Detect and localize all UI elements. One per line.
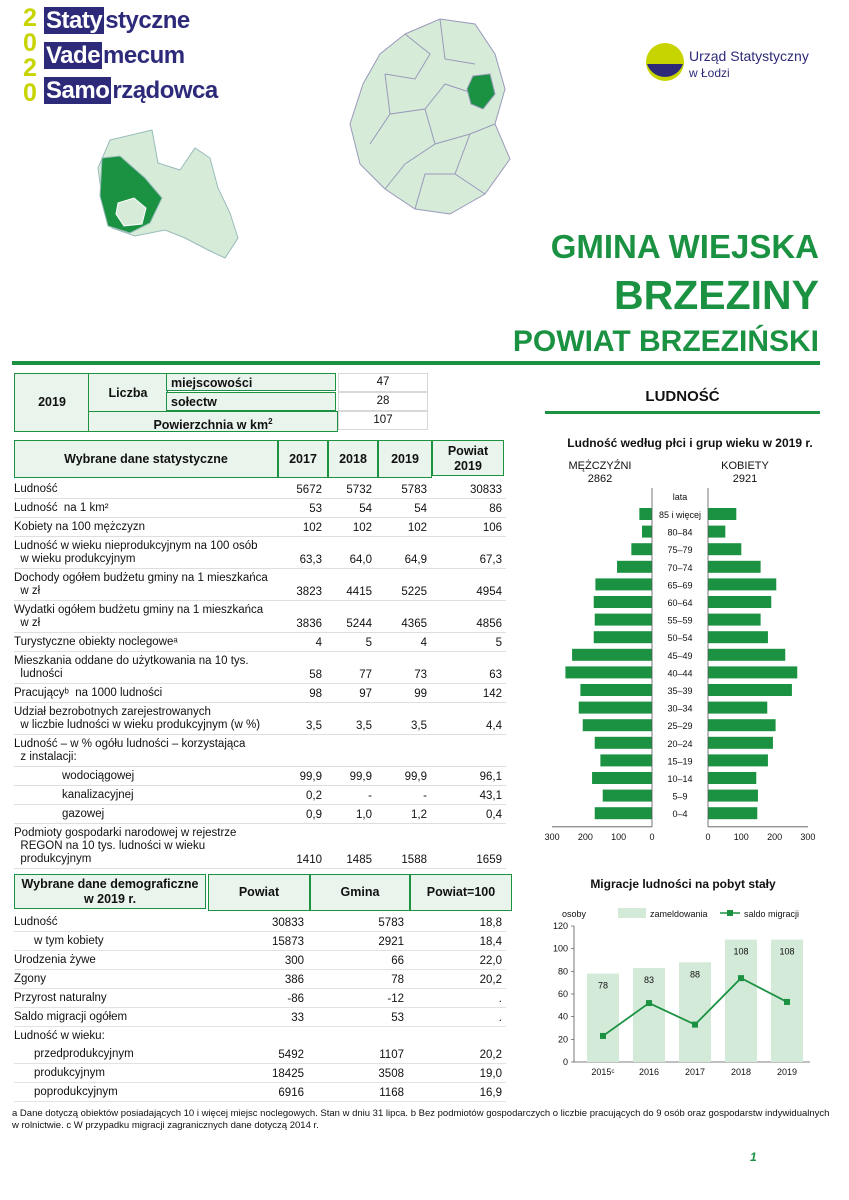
demo-cell: . [408,1008,506,1027]
logo-digit: 0 [23,29,37,57]
stats-row-label: Podmioty gospodarki narodowej w rejestrze REGON na 10 tys. ludności w wieku produkcyjnym [14,824,276,869]
stats-row-label: Pracującyᵇ na 1000 ludności [14,684,276,703]
demo-row-label: Przyrost naturalny [14,989,208,1008]
demo-row [14,932,506,951]
stats-cell [326,735,376,767]
stats-cell: 0,2 [276,786,326,805]
age-group-label: 15–19 [667,756,693,767]
bar-value-label: 108 [733,946,749,957]
stats-cell: 142 [431,684,506,703]
age-group-label: 30–34 [667,703,693,714]
female-bar [708,684,792,696]
stats-cell: 58 [276,652,326,684]
ludnosc-divider [545,411,820,414]
info-solectw-value: 28 [338,392,428,411]
stats-cell: 4 [276,633,326,652]
female-bar [708,807,757,819]
stats-row-label: Ludność na 1 km² [14,499,276,518]
stats-cell: 5783 [376,480,431,499]
demo-cell: . [408,989,506,1008]
info-powierzchnia-text: Powierzchnia w km [153,418,269,433]
female-tick-label: 0 [705,831,711,842]
male-bar [595,614,652,626]
age-group-label: 10–14 [667,774,693,784]
demo-cell: -12 [308,989,408,1008]
age-group-label: 55–59 [667,615,693,626]
demo-body [14,913,506,1102]
female-bar [708,649,785,661]
stats-cell: 4954 [431,569,506,601]
demo-cell: 5783 [308,913,408,932]
demo-row [14,1064,506,1083]
stats-cell: 86 [431,499,506,518]
demo-row [14,951,506,970]
stats-body [14,480,506,869]
stats-cell: 4415 [326,569,376,601]
female-bar [708,702,767,714]
info-solectw-label: sołectw [166,392,336,411]
migration-title: Migracje ludności na pobyt stały [590,877,776,891]
demo-cell: 300 [208,951,308,970]
x-tick-label: 2019 [776,1067,798,1077]
male-total: 2862 [587,473,613,485]
demo-row-label: Ludność [14,913,208,932]
stats-cell: 102 [326,518,376,537]
stats-row-label: Ludność – w % ogółu ludności – korzystająca z instalacji: [14,735,276,767]
demo-cell: 78 [308,970,408,989]
stats-cell: 63,3 [276,537,326,569]
stats-row [14,601,506,633]
stats-cell: 5225 [376,569,431,601]
powiat-map [90,118,250,263]
demo-cell: 18,4 [408,932,506,951]
male-tick-label: 0 [649,831,655,842]
demo-cell: 30833 [208,913,308,932]
stats-cell: 54 [376,499,431,518]
bar-value-label: 78 [597,980,609,991]
demo-cell: 1107 [308,1045,408,1064]
stats-cell: 0,9 [276,805,326,824]
info-year: 2019 [14,373,90,432]
office-line2: w Łodzi [689,66,730,80]
age-group-label: 35–39 [667,686,693,696]
age-group-label: 50–54 [667,633,693,644]
demo-cell [308,1027,408,1046]
stats-cell: 96,1 [431,767,506,786]
male-bar [594,596,652,608]
stats-row [14,735,506,767]
stats-row-label: wodociągowej [14,767,276,786]
male-bar [631,543,652,555]
stats-cell: 4,4 [431,703,506,735]
x-tick-label: 2015ᶜ [591,1067,615,1077]
stats-cell: 5732 [326,480,376,499]
stats-cell: 4 [376,633,431,652]
stats-row [14,633,506,652]
stats-cell: 1,2 [376,805,431,824]
stats-table [14,440,506,869]
info-liczba: Liczba [88,373,168,413]
stats-cell: 77 [326,652,376,684]
y-tick-label: 40 [557,1011,568,1022]
logo-digit: 0 [23,79,37,107]
demo-row-label: Saldo migracji ogółem [14,1008,208,1027]
stats-cell [276,735,326,767]
female-bar [708,596,771,608]
demo-cell: 6916 [208,1083,308,1102]
male-bar [594,631,652,643]
saldo-point [692,1022,698,1028]
stats-cell: 97 [326,684,376,703]
female-bar [708,772,756,784]
stats-row [14,480,506,499]
stats-row-label: Dochody ogółem budżetu gminy na 1 mieszkańca w zł [14,569,276,601]
stats-header-2017: 2017 [278,440,328,478]
age-group-label: 45–49 [667,650,693,661]
male-tick-label: 100 [611,831,627,842]
age-group-label: 75–79 [667,545,693,556]
office-name [689,48,809,82]
stats-cell: 73 [376,652,431,684]
demo-cell: 18,8 [408,913,506,932]
stats-row-label: Wydatki ogółem budżetu gminy na 1 mieszkańca w zł [14,601,276,633]
logo-text: rządowca [112,77,218,104]
demo-row [14,913,506,932]
female-bar [708,561,761,573]
stats-cell: 64,0 [326,537,376,569]
logo-row [44,43,185,69]
female-tick-label: 100 [733,831,749,842]
stats-row [14,569,506,601]
legend-line-label: saldo migracji [744,909,800,919]
saldo-point [646,1000,652,1006]
female-bar [708,631,768,643]
stats-cell: 99,9 [276,767,326,786]
stats-row [14,518,506,537]
y-axis-label: osoby [562,909,587,919]
male-bar [572,649,652,661]
info-miejscowosci-label: miejscowości [166,373,336,391]
stats-row-label: Turystyczne obiekty noclegoweᵃ [14,633,276,652]
male-bar [565,666,652,678]
demo-cell: 15873 [208,932,308,951]
stats-cell: 63 [431,652,506,684]
x-tick-label: 2018 [730,1067,752,1077]
y-tick-label: 100 [552,943,568,954]
logo-digit: 2 [23,4,37,32]
demo-row [14,1083,506,1102]
bar-value-label: 83 [643,974,655,985]
male-tick-label: 300 [544,831,560,842]
demo-row-label: Urodzenia żywe [14,951,208,970]
logo-text: mecum [103,42,185,69]
stats-cell: 1659 [431,824,506,869]
demo-cell: -86 [208,989,308,1008]
stats-cell: 5 [326,633,376,652]
logo-digit: 2 [23,54,37,82]
stats-cell: 43,1 [431,786,506,805]
demo-header-index: Powiat=100 [410,874,512,911]
stats-cell [376,735,431,767]
female-bar [708,719,776,731]
stats-header-label: Wybrane dane statystyczne [14,440,278,478]
demo-row [14,970,506,989]
stats-cell: 102 [276,518,326,537]
age-group-label: 40–44 [667,668,693,679]
gmina-name-title: BRZEZINY [614,272,819,318]
male-bar [639,508,652,520]
y-tick-label: 60 [557,989,568,999]
demo-header-powiat: Powiat [208,874,310,911]
stats-cell: 102 [376,518,431,537]
demo-cell: 19,0 [408,1064,506,1083]
demo-row [14,1045,506,1064]
pyramid-male-header [560,460,640,486]
stats-header-2018: 2018 [328,440,378,478]
demo-cell [408,1027,506,1046]
female-total: 2921 [732,473,758,485]
stats-row [14,652,506,684]
info-powierzchnia-value: 107 [338,411,428,430]
stats-cell: 54 [326,499,376,518]
demo-row [14,1027,506,1046]
powiat-title: POWIAT BRZEZIŃSKI [512,325,819,358]
demo-cell [208,1027,308,1046]
demo-row [14,989,506,1008]
age-group-label: 0–4 [672,809,688,820]
stats-row [14,499,506,518]
age-group-label: 80–84 [667,527,693,538]
bar-value-label: 88 [689,969,701,980]
migration-chart [540,900,830,1090]
legend-bar-swatch [618,908,646,918]
demo-row-label: Ludność w wieku: [14,1030,105,1042]
footnote: a Dane dotyczą obiektów posiadających 10 i więcej miejsc noclegowych. Stan w dniu 31 lipca. b Bez podmiotów gospodarczych o liczbie pracujących do 9 osób oraz gospodarstw indywidualnych w rolnictwie. c W przypadku migracji zagranicznych dane dotyczą 2014 r. [12,1108,830,1131]
gmina-type-title: GMINA WIEJSKA [550,228,819,265]
office-logo-icon [645,42,685,82]
info-powierzchnia-label [88,411,338,432]
y-tick-label: 120 [552,921,568,931]
stats-row [14,767,506,786]
x-tick-label: 2016 [638,1067,660,1077]
age-group-label: 25–29 [667,721,693,732]
male-bar [642,526,652,538]
stats-row-label: Mieszkania oddane do użytkowania na 10 tys. ludności [14,652,276,684]
demo-cell: 3508 [308,1064,408,1083]
male-label: MĘŻCZYŹNI [568,460,632,472]
demo-cell: 66 [308,951,408,970]
age-group-label: 20–24 [667,738,693,749]
logo-text: Vade [46,42,101,69]
stats-cell: 0,4 [431,805,506,824]
demo-cell: 20,2 [408,970,506,989]
legend-line-marker [727,910,733,916]
demo-cell: 2921 [308,932,408,951]
bar-value-label: 108 [779,946,795,957]
demo-cell: 53 [308,1008,408,1027]
female-bar [708,543,741,555]
female-bar [708,508,736,520]
stats-row [14,824,506,869]
pyramid-title: Ludność według płci i grup wieku w 2019 r. [567,436,813,450]
female-label: KOBIETY [721,460,769,472]
age-group-label: 65–69 [667,580,693,591]
stats-row-label: Ludność [14,480,276,499]
male-bar [595,737,652,749]
male-bar [580,684,652,696]
demo-row-label: poprodukcyjnym [14,1083,208,1102]
male-bar [592,772,652,784]
stats-row-label: Kobiety na 100 mężczyzn [14,518,276,537]
logo-text: Staty [46,7,103,34]
stats-row [14,805,506,824]
saldo-point [600,1033,606,1039]
population-pyramid-chart [540,488,830,848]
stats-cell: 3,5 [376,703,431,735]
male-bar [600,754,652,766]
age-group-label: 60–64 [667,598,693,608]
saldo-point [738,975,744,981]
logo-text: Samo [46,77,110,104]
saldo-point [784,999,790,1005]
male-bar [595,578,652,590]
male-tick-label: 200 [577,831,593,842]
female-bar [708,614,761,626]
stats-cell: 67,3 [431,537,506,569]
stats-cell: 5 [431,633,506,652]
female-tick-label: 300 [800,831,816,842]
demo-cell: 22,0 [408,951,506,970]
y-tick-label: 80 [557,966,568,977]
demo-cell: 20,2 [408,1045,506,1064]
ludnosc-heading: LUDNOŚĆ [645,388,720,405]
female-bar [708,526,725,538]
stats-cell: 1410 [276,824,326,869]
male-bar [617,561,652,573]
demo-header-gmina: Gmina [310,874,410,911]
stats-cell: - [376,786,431,805]
stats-cell: 30833 [431,480,506,499]
demo-header-label: Wybrane dane demograficzne w 2019 r. [14,874,206,909]
stats-row-label: Ludność w wieku nieprodukcyjnym na 100 osób w wieku produkcyjnym [14,537,276,569]
female-bar [708,666,797,678]
stats-cell: 99,9 [326,767,376,786]
stats-cell: 99 [376,684,431,703]
male-bar [595,807,652,819]
office-line1: Urząd Statystyczny [689,48,809,64]
stats-cell: 5672 [276,480,326,499]
y-tick-label: 20 [557,1034,568,1045]
stats-row-label: kanalizacyjnej [14,786,276,805]
demo-row-label: przedprodukcyjnym [14,1045,208,1064]
legend-bar-label: zameldowania [650,909,708,919]
stats-cell: 3,5 [326,703,376,735]
info-miejscowosci-value: 47 [338,373,428,392]
age-group-label: 70–74 [667,562,693,573]
stats-cell: 106 [431,518,506,537]
age-label: lata [672,492,688,502]
demo-row-label: produkcyjnym [14,1064,208,1083]
stats-header-2019: 2019 [378,440,432,478]
stats-cell: 4856 [431,601,506,633]
stats-row [14,537,506,569]
female-bar [708,737,773,749]
demo-cell: 1168 [308,1083,408,1102]
stats-cell: 3,5 [276,703,326,735]
logo-text: styczne [105,7,190,34]
stats-header-powiat: Powiat 2019 [432,440,504,476]
stats-cell: 3823 [276,569,326,601]
title-divider [12,361,820,365]
migration-bar [725,940,757,1062]
stats-row [14,684,506,703]
info-powierzchnia-sup: 2 [268,417,273,426]
age-group-label: 85 i więcej [658,510,702,520]
male-bar [583,719,652,731]
stats-row-label: gazowej [14,805,276,824]
voivodeship-map [345,14,515,219]
demo-cell: 16,9 [408,1083,506,1102]
stats-cell [431,735,506,767]
stats-cell: 1588 [376,824,431,869]
demo-cell: 386 [208,970,308,989]
male-bar [603,790,652,802]
stats-cell: - [326,786,376,805]
demo-cell: 18425 [208,1064,308,1083]
demo-row-label: w tym kobiety [14,932,208,951]
stats-cell: 99,9 [376,767,431,786]
demo-row [14,1008,506,1027]
logo-row [44,8,190,34]
female-bar [708,754,768,766]
demo-row-label: Zgony [14,970,208,989]
y-tick-label: 0 [562,1057,568,1067]
demo-cell: 33 [208,1008,308,1027]
demo-cell: 5492 [208,1045,308,1064]
stats-cell: 5244 [326,601,376,633]
stats-cell: 98 [276,684,326,703]
logo-year [18,6,42,106]
stats-row-label: Udział bezrobotnych zarejestrowanych w liczbie ludności w wieku produkcyjnym (w %) [14,703,276,735]
stats-cell: 4365 [376,601,431,633]
age-group-label: 5–9 [672,791,688,802]
stats-row [14,786,506,805]
logo-row [44,78,218,104]
female-bar [708,578,776,590]
female-bar [708,790,758,802]
stats-cell: 53 [276,499,326,518]
female-tick-label: 200 [767,831,783,842]
male-bar [579,702,652,714]
stats-cell: 1485 [326,824,376,869]
stats-row [14,703,506,735]
stats-cell: 3836 [276,601,326,633]
pyramid-female-header [705,460,785,486]
stats-cell: 64,9 [376,537,431,569]
info-table [14,373,428,433]
page-number: 1 [750,1150,757,1164]
demo-table [14,874,512,1102]
x-tick-label: 2017 [684,1067,706,1077]
stats-cell: 1,0 [326,805,376,824]
